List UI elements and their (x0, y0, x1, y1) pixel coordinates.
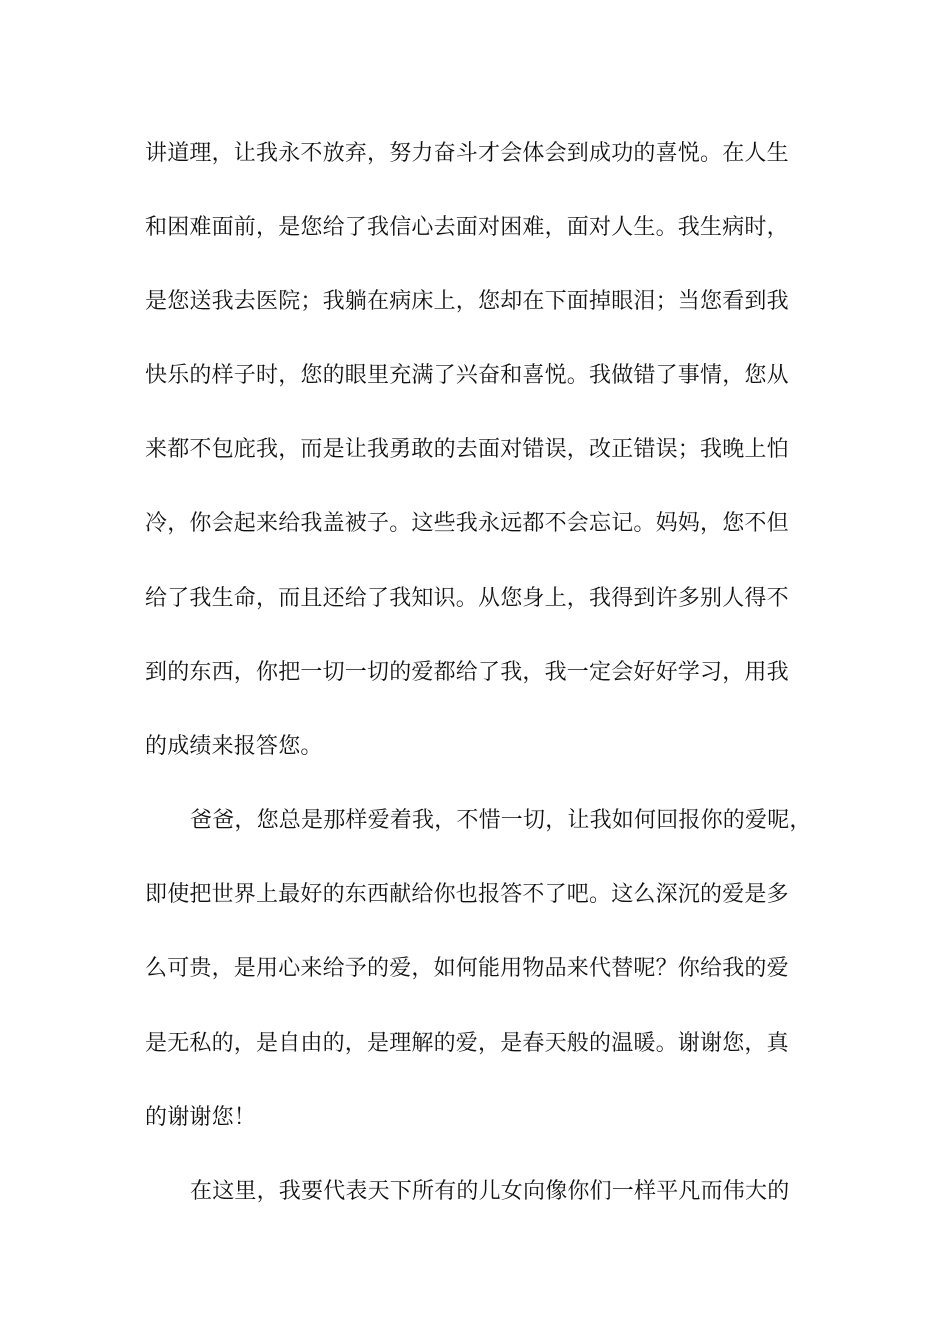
text-line: 和困难面前，是您给了我信心去面对困难，面对人生。我生病时， (145, 215, 789, 240)
text-line: 的谢谢您！ (145, 1105, 257, 1130)
text-line: 到的东西，你把一切一切的爱都给了我，我一定会好好学习，用我 (145, 660, 789, 685)
paragraph-start-line: 在这里，我要代表天下所有的儿女向像你们一样平凡而伟大的 (190, 1179, 790, 1204)
text-line: 么可贵，是用心来给予的爱，如何能用物品来代替呢？你给我的爱 (145, 956, 789, 981)
text-line: 来都不包庇我，而是让我勇敢的去面对错误，改正错误；我晚上怕 (145, 437, 789, 462)
text-line: 的成绩来报答您。 (145, 734, 323, 759)
text-line: 是无私的，是自由的，是理解的爱，是春天般的温暖。谢谢您，真 (145, 1031, 789, 1056)
text-line: 冷，你会起来给我盖被子。这些我永远都不会忘记。妈妈，您不但 (145, 511, 789, 536)
text-line: 给了我生命，而且还给了我知识。从您身上，我得到许多别人得不 (145, 586, 789, 611)
paragraph-start-line: 爸爸，您总是那样爱着我，不惜一切，让我如何回报你的爱呢， (190, 808, 812, 833)
text-line: 即使把世界上最好的东西献给你也报答不了吧。这么深沉的爱是多 (145, 882, 789, 907)
text-line: 讲道理，让我永不放弃，努力奋斗才会体会到成功的喜悦。在人生 (145, 141, 789, 166)
text-line: 是您送我去医院；我躺在病床上，您却在下面掉眼泪；当您看到我 (145, 289, 789, 314)
text-line: 快乐的样子时，您的眼里充满了兴奋和喜悦。我做错了事情，您从 (145, 363, 789, 388)
